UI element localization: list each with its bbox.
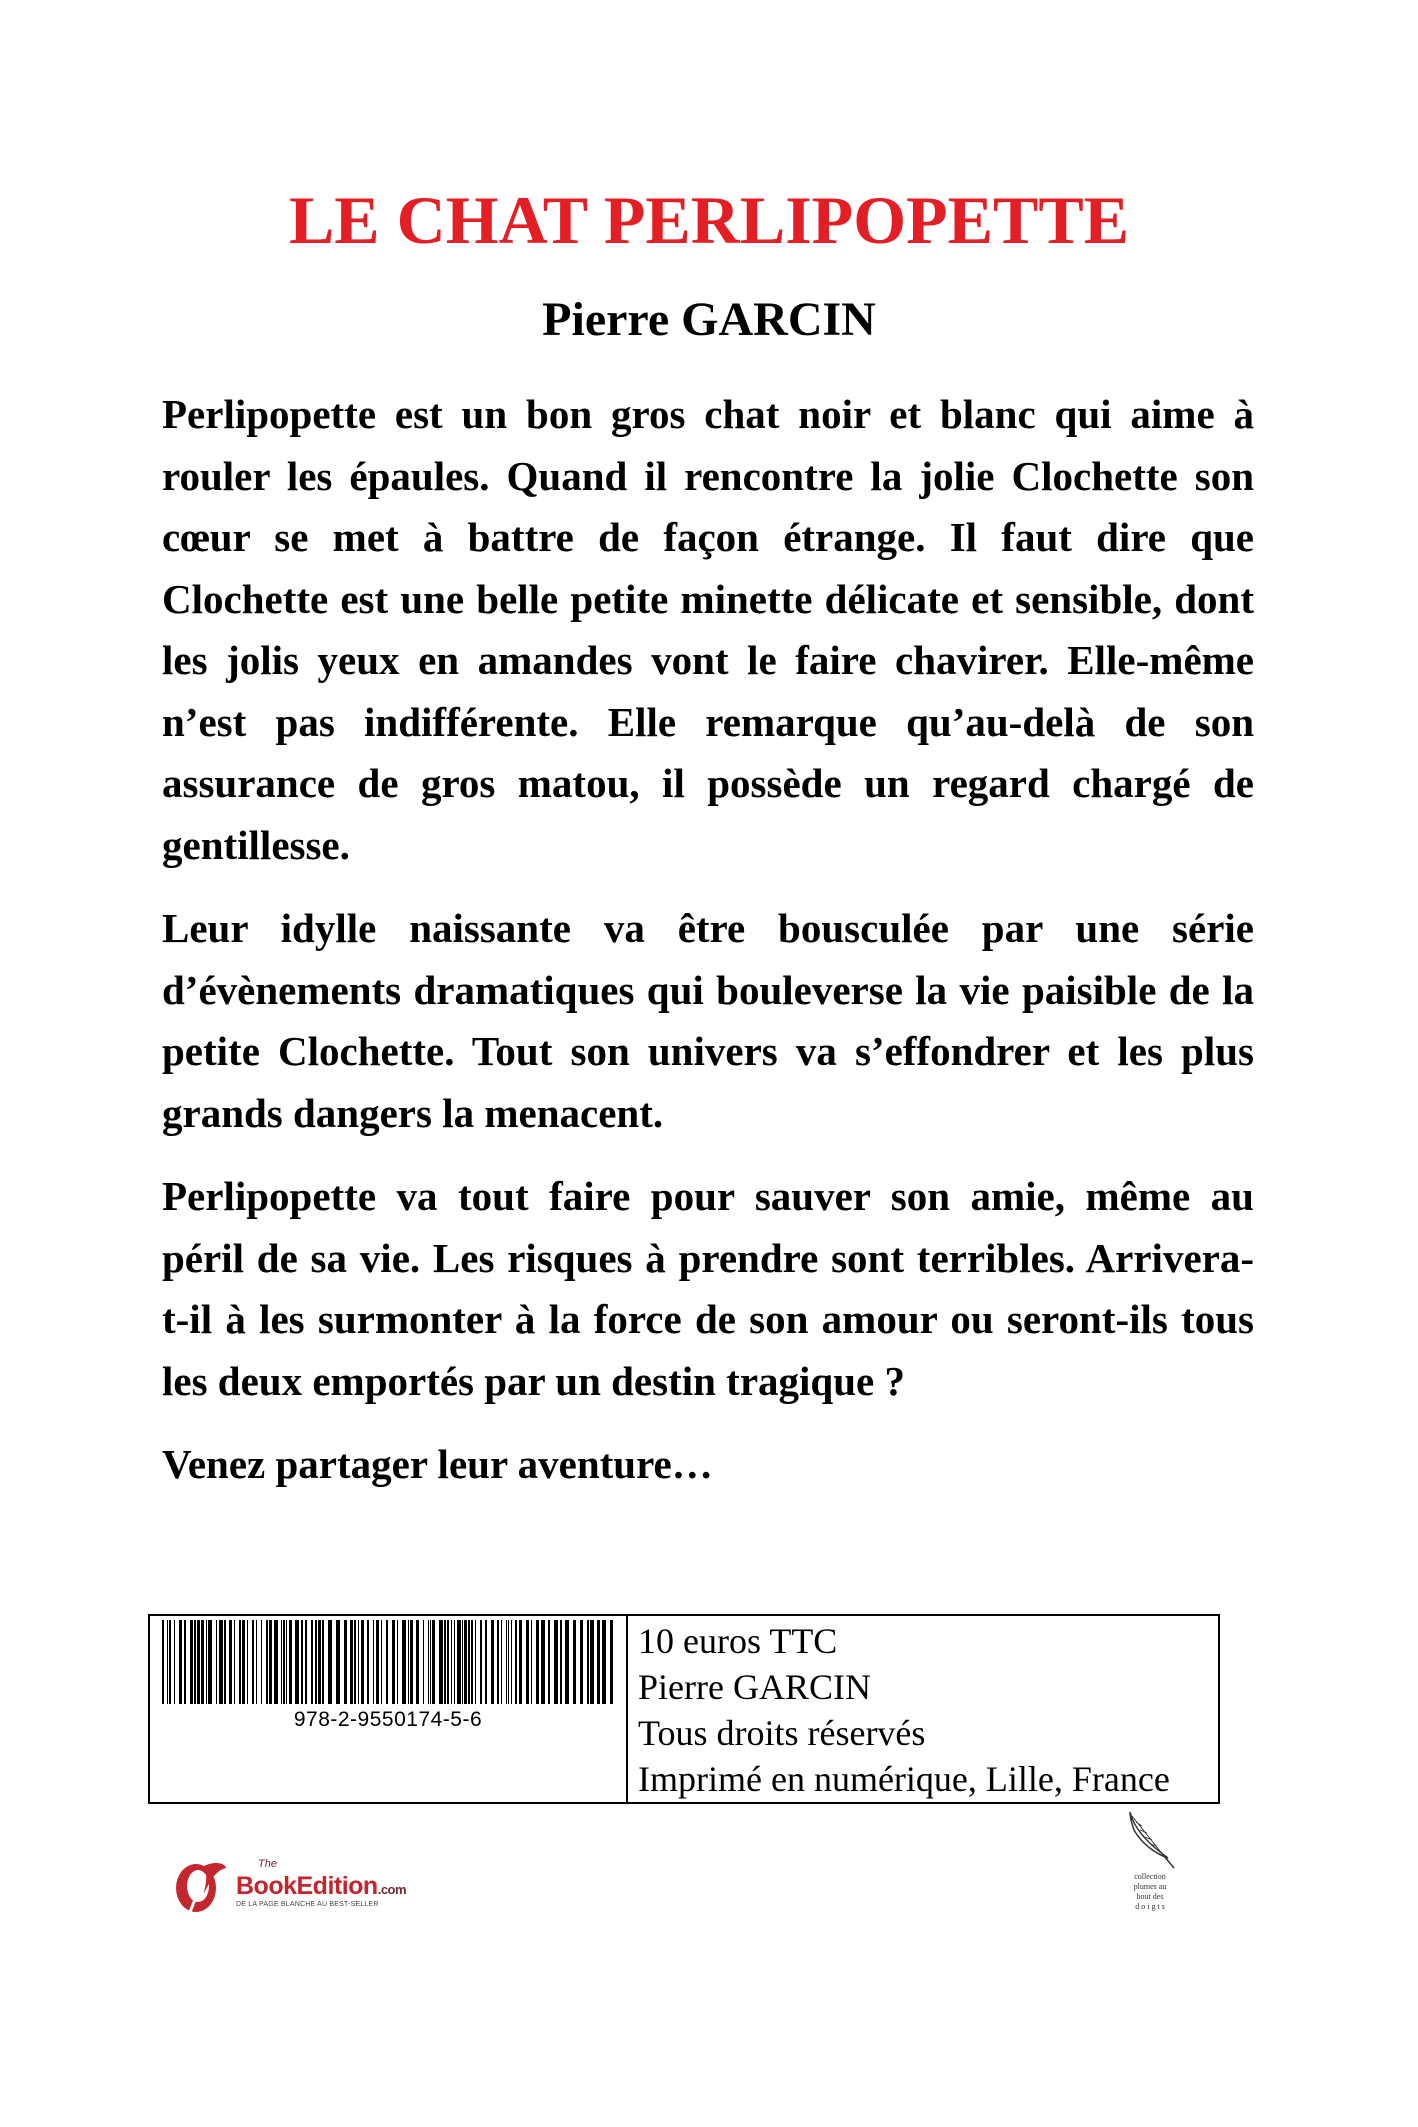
blurb (162, 384, 1254, 1518)
feather-icon (1120, 1808, 1180, 1870)
collection-text (1110, 1872, 1190, 1912)
logo-tagline: DE LA PAGE BLANCHE AU BEST-SELLER (236, 1901, 379, 1908)
printing-text: Imprimé en numérique, Lille, France (638, 1759, 1170, 1799)
barcode-cell (150, 1616, 628, 1802)
publisher-logo (168, 1854, 428, 1918)
logo-domain: .com (377, 1882, 407, 1897)
collection-mark (1110, 1808, 1190, 1918)
info-lines (638, 1618, 1170, 1802)
barcode-icon (160, 1620, 616, 1708)
logo-brand (236, 1872, 406, 1901)
blurb-paragraph: Perlipopette est un bon gros chat noir et blanc qui aime à rouler les épaules. Quand il rencontre la jolie Clochette son cœur se met à battre de façon étrange. Il faut dire que Clochette est une belle petite minette délicate et sensible, dont les jolis yeux en amandes vont le faire chavirer. Elle-même n’est pas indifférente. Elle remarque qu’au-delà de son assurance de gros matou, il possède un regard chargé de gentillesse. (162, 391, 1254, 868)
rights-text: Tous droits réservés (638, 1713, 926, 1753)
quill-logo-icon (168, 1854, 232, 1918)
logo-the: The (258, 1858, 277, 1870)
price-text: 10 euros TTC (638, 1621, 838, 1661)
legal-info-box (148, 1614, 1220, 1804)
collection-line: plumes au (1133, 1882, 1167, 1891)
collection-line: collection (1134, 1872, 1166, 1881)
blurb-paragraph: Perlipopette va tout faire pour sauver son amie, même au péril de sa vie. Les risques à prendre sont terribles. Arrivera-t-il à les surmonter à la force de son amour ou seront-ils tous les deux emportés par un destin tragique ? (162, 1173, 1254, 1404)
book-author: Pierre GARCIN (542, 293, 876, 346)
book-title: LE CHAT PERLIPOPETTE (288, 182, 1130, 258)
logo-brand-name: BookEdition (236, 1872, 378, 1900)
collection-line: d o i g t s (1135, 1902, 1165, 1911)
blurb-paragraph: Leur idylle naissante va être bousculée par une série d’évènements dramatiques qui bouleverse la vie paisible de la petite Clochette. Tout son univers va s’effondrer et les plus grands dangers la menacent. (162, 905, 1254, 1136)
copyright-author: Pierre GARCIN (638, 1667, 871, 1707)
blurb-paragraph: Venez partager leur aventure… (162, 1441, 713, 1487)
isbn-number: 978-2-9550174-5-6 (293, 1708, 483, 1731)
collection-line: bout des (1136, 1892, 1164, 1901)
